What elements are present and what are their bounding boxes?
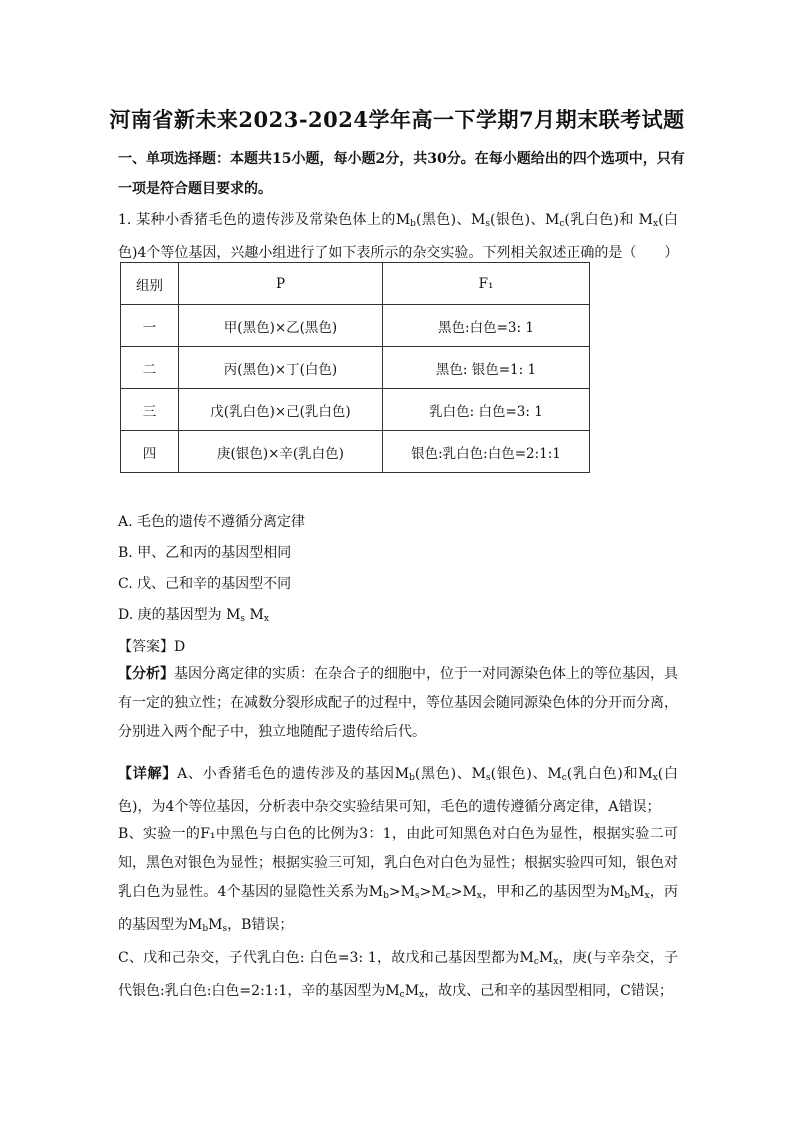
table-row — [121, 389, 590, 431]
option-d: D. 庚的基因型为 $M_s$ $M_x$ — [118, 607, 269, 624]
table-cell: 三 — [121, 389, 179, 431]
detail-paragraph-a — [118, 760, 678, 822]
option-c: C. 戊、己和辛的基因型不同 — [118, 576, 292, 592]
table-cell: 二 — [121, 347, 179, 389]
detail-label: 【详解】 — [118, 766, 178, 782]
option-b: B. 甲、乙和丙的基因型相同 — [118, 545, 292, 561]
detail-paragraph-b: B、实验一的F₁中黑色与白色的比例为3：1，由此可知黑色对白色为显性，根据实验二可知，黑色对银色为显性；根据实验三可知，乳白色对白色为显性；根据实验四可知，银色对乳白色为显性。4个基因的显隐性关系为$M_b>M_s>M_c>M_x$，甲和乙的基因型为$M_bM_x$，丙的基因型为$M_bM_s$，B错误； — [118, 826, 678, 934]
analysis-text: 基因分离定律的实质：在杂合子的细胞中，位于一对同源染色体上的等位基因，具有一定的独立性；在减数分裂形成配子的过程中，等位基因会随同源染色体的分开而分离，分别进入两个配子中，独立地随配子遗传给后代。 — [118, 666, 678, 740]
detail-paragraph-c: C、戊和己杂交，子代乳白色: 白色=3: 1，故戊和己基因型都为$M_cM_x$，庚(与辛杂交，子代银色:乳白色:白色=2:1:1，辛的基因型为$M_cM_x$，故戊、己和辛的基因型相同，C错误； — [118, 950, 678, 1000]
table-cell: 丙(黑色)×丁(白色) — [179, 347, 383, 389]
table-cell: 黑色: 银色=1: 1 — [383, 347, 590, 389]
page-title: 河南省新未来2023-2024学年高一下学期7月期末联考试题 — [109, 107, 685, 132]
table-cell: 银色:乳白色:白色=2:1:1 — [383, 431, 590, 473]
table-cell: 乳白色: 白色=3: 1 — [383, 389, 590, 431]
table-row — [121, 431, 590, 473]
header-parents: P — [179, 263, 383, 305]
table-row — [121, 305, 590, 347]
table-cell: 黑色:白色=3: 1 — [383, 305, 590, 347]
table-cell: 戊(乳白色)×己(乳白色) — [179, 389, 383, 431]
table-row — [121, 347, 590, 389]
table-cell: 庚(银色)×辛(乳白色) — [179, 431, 383, 473]
question-stem: 1. 某种小香猪毛色的遗传涉及常染色体上的$M_b$(黑色)、$M_s$(银色)、$M_c$(乳白色)和 $M_x$(白色)4个等位基因，兴趣小组进行了如下表所示的杂交实验。下列相关叙述正确的是（ ） — [118, 212, 679, 261]
section-heading: 一、单项选择题：本题共15小题，每小题2分，共30分。在每小题给出的四个选项中，只有一项是符合题目要求的。 — [118, 151, 685, 197]
table-cell: 四 — [121, 431, 179, 473]
analysis-label: 【分析】 — [118, 666, 174, 682]
option-a: A. 毛色的遗传不遵循分离定律 — [118, 514, 306, 530]
table-cell: 一 — [121, 305, 179, 347]
table-header-row — [121, 263, 590, 305]
cross-table — [120, 262, 590, 473]
header-f1: F₁ — [383, 263, 590, 305]
table-cell: 甲(黑色)×乙(黑色) — [179, 305, 383, 347]
header-group: 组别 — [121, 263, 179, 305]
answer-line: 【答案】D — [118, 639, 186, 655]
analysis-paragraph — [118, 660, 678, 747]
detail-text-a: A、小香猪毛色的遗传涉及的基因$M_b$(黑色)、$M_s$(银色)、$M_c$(乳白色)和$M_x$(白色)，为4个等位基因，分析表中杂交实验结果可知，毛色的遗传遵循分离定律，A错误； — [118, 766, 678, 815]
